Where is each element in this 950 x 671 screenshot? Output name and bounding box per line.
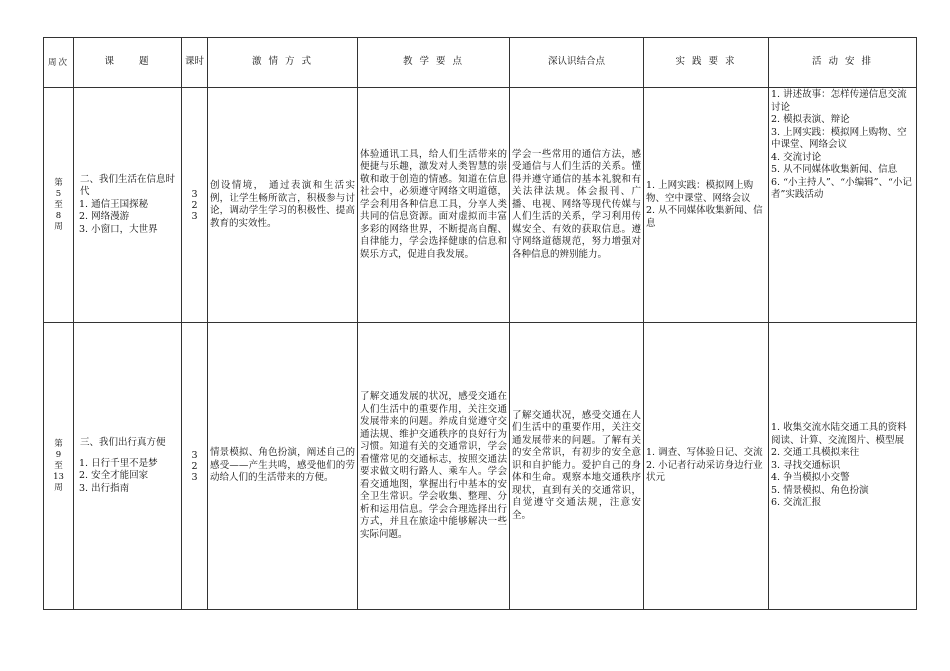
activity-item: 1. 讲述故事：怎样传递信息交流讨论 [771,89,907,113]
topic-item: 1. 通信王国探秘 [79,198,149,210]
week-char: 8 [55,210,62,221]
practice-item: 1. 调查、写体验日记、交流 [646,447,763,459]
header-activities: 活 动 安 排 [769,38,917,88]
activities-cell [769,88,917,323]
activity-item: 3. 寻找交通标识 [771,459,841,471]
table-row [44,323,917,610]
header-week-text: 周次 [47,57,69,68]
activity-item: 5. 从不同媒体收集新闻、信息 [771,164,898,175]
header-row [44,38,917,88]
header-integration: 深认识结合点 [510,38,644,88]
practice-item: 2. 从不同媒体收集新闻、信息 [646,205,763,229]
practice-item: 2. 小记者行动采访身边行业状元 [646,459,763,484]
topic-item: 2. 安全才能回家 [79,470,149,481]
hours-value: 3 [191,188,198,200]
integration-cell: 了解交通状况，感受交通在人们生活中的重要作用，关注交通发展带来的问题。了解有关的安全常识，有初步的安全意识和自护能力。爱护自己的身体和生命。观察本地交通秩序现状，直到有关的交通常识，自觉遵守交通法规，注意安全。 [510,323,644,610]
key-points-cell: 了解交通发展的状况，感受交通在人们生活中的重要作用，关注交通发展带来的问题。养成自觉遵守交通法规、维护交通秩序的良好行为习惯。知道有关的交通常识，学会看懂常见的交通标志，按照交通法要求做文明行路人、乘车人。学会看交通地图，掌握出行中基本的安全卫生常识。学会收集、整理、分析和运用信息。学会合理选择出行方式，并且在旅途中能够解决一些实际问题。 [358,323,510,610]
topic-title: 三、我们出行真方便 [80,437,166,448]
integration-cell: 学会一些常用的通信方法，感受通信与人们生活的关系。懂得并遵守通信的基本礼貌和有关法律法规。体会报刊、广播、电视、网络等现代传媒与人们生活的关系，学习利用传媒安全、有效的获取信息。遵守网络道德规范，努力增强对各种信息的辨别能力。 [510,88,644,323]
topic-item: 1. 日行千里不是梦 [79,457,158,469]
table-row [44,88,917,323]
activity-item: 3. 上网实践：模拟网上购物、空中课堂、网络会议 [771,126,907,150]
header-practice: 实 践 要 求 [644,38,769,88]
topic-item: 3. 小窗口，大世界 [79,223,158,235]
week-char: 至 [54,199,63,210]
activity-item: 6. “小主持人”、“小编辑”、“小记者”实践活动 [771,176,912,200]
week-cell [44,88,74,323]
stimulation-cell: 创设情境， 通过表演和生活实例，让学生畅所欲言，积极参与讨论，调动学生学习的积极性、提高教育的实效性。 [208,88,358,323]
topic-title: 二、我们生活在信息时代 [80,173,176,198]
hours-value: 3 [191,449,198,461]
hours-cell [182,88,208,323]
key-points-cell: 体验通讯工具，给人们生活带来的便捷与乐趣，激发对人类智慧的崇敬和敢于创造的情感。知道在信息社会中，必须遵守网络文明道德，学会利用各种信息工具，分享人类共同的信息资源。面对虚拟而丰富多彩的网络世界，不断提高自醒、自律能力，学会选择健康的信息和娱乐方式，促进自我发展。 [358,88,510,323]
topic-item: 3. 出行指南 [79,482,130,494]
hours-value: 2 [191,199,198,211]
activity-item: 6. 交流汇报 [771,497,822,509]
activity-item: 4. 交流讨论 [771,151,822,163]
week-char: 5 [55,188,62,199]
activity-item: 4. 争当模拟小交警 [771,472,850,484]
activity-item: 5. 情景模拟、角色扮演 [771,484,869,496]
week-char: 至 [54,460,63,471]
practice-cell [644,323,769,610]
week-char: 13 [53,471,64,482]
activity-item: 2. 模拟表演、辩论 [771,114,850,125]
week-char: 9 [55,449,62,460]
practice-item: 1. 上网实践：模拟网上购物、空中课堂、网络会议 [646,180,754,204]
schedule-table [43,37,917,610]
activity-item: 1. 收集交流水陆交通工具的资料阅读、计算、交流图片、模型展 [771,422,907,446]
hours-cell [182,323,208,610]
week-char: 周 [54,482,63,493]
topic-cell [74,323,182,610]
topic-cell [74,88,182,323]
hours-value: 3 [191,471,198,483]
header-week [44,38,74,88]
activity-item: 2. 交通工具模拟来往 [771,447,860,459]
week-cell [44,323,74,610]
header-hours: 课时 [182,38,208,88]
stimulation-cell: 情景模拟、角色扮演，阐述自己的感受——产生共鸣，感受他们的劳动给人们的生活带来的方便。 [208,323,358,610]
week-char: 周 [54,221,63,232]
week-char: 第 [54,177,63,188]
hours-value: 3 [191,210,198,222]
hours-value: 2 [191,460,198,472]
header-stimulation: 激 情 方 式 [208,38,358,88]
header-topic: 课 题 [74,38,182,88]
practice-cell [644,88,769,323]
week-char: 第 [54,438,63,449]
topic-item: 2. 网络漫游 [79,211,130,223]
activities-cell [769,323,917,610]
header-key-points: 教 学 要 点 [358,38,510,88]
